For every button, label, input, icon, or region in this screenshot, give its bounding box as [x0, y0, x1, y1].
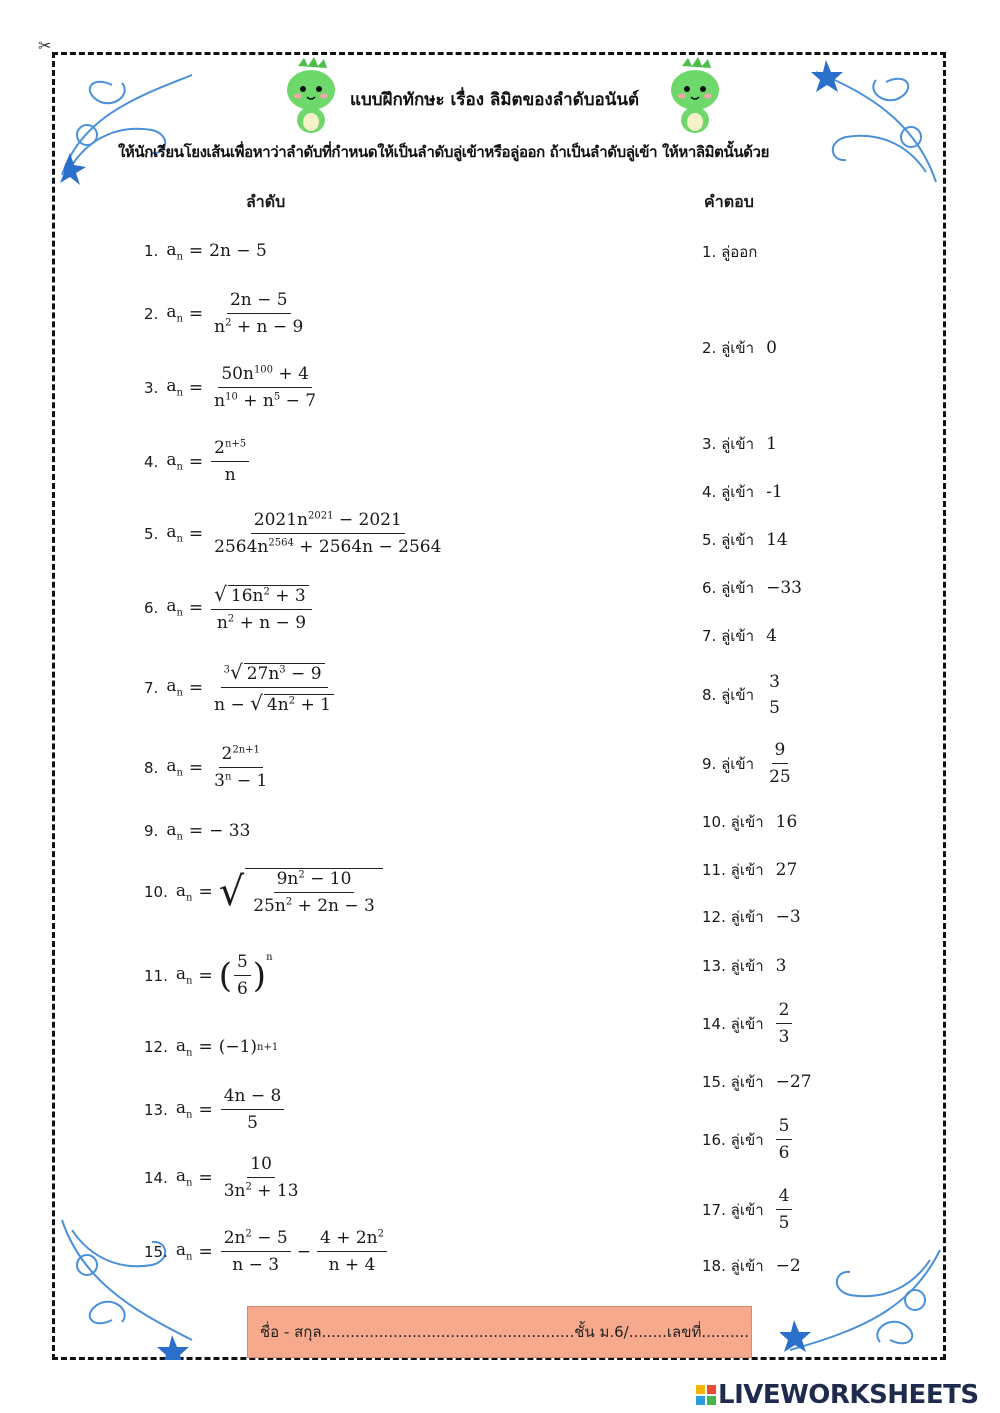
sequence-item-1[interactable]: 1. $a_n$ = 2n − 5 [144, 240, 267, 263]
answer-item-5[interactable]: 5. ลู่เข้า 14 [702, 530, 788, 550]
answer-item-16[interactable]: 16. ลู่เข้า $\frac{5}{6}$ [702, 1116, 794, 1163]
sequence-item-4[interactable]: 4. $a_n$ = $\frac{2^{n+5}}{n}$ [144, 438, 251, 485]
answer-item-14[interactable]: 14. ลู่เข้า $\frac{2}{3}$ [702, 1000, 794, 1047]
sequence-item-11[interactable]: 11. $a_n$ = ( $\frac{5}{6}$ ) $^n$ [144, 952, 273, 999]
answer-item-6[interactable]: 6. ลู่เข้า −33 [702, 578, 802, 598]
student-name-field[interactable]: ชื่อ - สกุล.....................................................ชั้น ม.6/........เลขที่.......... [247, 1306, 752, 1358]
answer-column-header: คำตอบ [704, 192, 754, 211]
sequence-item-7[interactable]: 7. $a_n$ = $\frac{^3√ 27n^3 - 9}{n - √ 4n^2 + 1}$ [144, 660, 339, 715]
top-right-swirl-ornament [796, 52, 946, 192]
answer-item-15[interactable]: 15. ลู่เข้า −27 [702, 1072, 812, 1092]
sequence-item-2[interactable]: 2. $a_n$ = $\frac{2n - 5}{n^2 + n - 9}$ [144, 290, 304, 337]
instruction-text: ให้นักเรียนโยงเส้นเพื่อหาว่าลำดับที่กำหนดให้เป็นลำดับลู่เข้าหรือลู่ออก ถ้าเป็นลำดับลู่เข้า ให้หาลิมิตนั้นด้วย [118, 143, 769, 161]
answer-item-7[interactable]: 7. ลู่เข้า 4 [702, 626, 777, 646]
sequence-item-5[interactable]: 5. $a_n$ = $\frac{2021n^{2021} - 2021}{2564n^{2564} + 2564n - 2564}$ [144, 510, 442, 557]
sequence-item-6[interactable]: 6. $a_n$ = $\frac{√ 16n^2 + 3}{n^2 + n - 9}$ [144, 582, 314, 633]
answer-item-10[interactable]: 10. ลู่เข้า 16 [702, 812, 798, 832]
scissors-icon: ✂ [38, 36, 52, 55]
bottom-right-swirl-ornament [780, 1240, 946, 1360]
dinosaur-mascot-left-icon [278, 56, 344, 136]
sequence-item-13[interactable]: 13. $a_n$ = $\frac{4n - 8}{5}$ [144, 1086, 286, 1133]
top-left-swirl-ornament [52, 55, 202, 185]
answer-item-12[interactable]: 12. ลู่เข้า −3 [702, 907, 801, 927]
liveworksheets-logo: LIVEWORKSHEETS [696, 1380, 979, 1410]
liveworksheets-logo-icon [696, 1383, 718, 1407]
answer-item-8[interactable]: 8. ลู่เข้า 3 5 [702, 672, 780, 718]
sequence-item-9[interactable]: 9. $a_n$ = − 33 [144, 820, 251, 843]
answer-item-9[interactable]: 9. ลู่เข้า $\frac{9}{25}$ [702, 740, 791, 787]
worksheet-title: แบบฝึกทักษะ เรื่อง ลิมิตของลำดับอนันต์ [350, 90, 639, 110]
sequence-item-12[interactable]: 12. $a_n$ = (−1) n+1 [144, 1036, 279, 1059]
answer-item-4[interactable]: 4. ลู่เข้า -1 [702, 482, 783, 502]
answer-item-1[interactable]: 1. ลู่ออก [702, 243, 758, 261]
sequence-item-15[interactable]: 15. $a_n$ = $\frac{2n^2 - 5}{n - 3}$ − $\frac{4 + 2n^2}{n + 4}$ [144, 1228, 389, 1275]
answer-item-17[interactable]: 17. ลู่เข้า $\frac{4}{5}$ [702, 1186, 794, 1233]
sequence-item-8[interactable]: 8. $a_n$ = $\frac{2^{2n+1}}{3^n - 1}$ [144, 744, 268, 791]
answer-item-3[interactable]: 3. ลู่เข้า 1 [702, 434, 777, 454]
dinosaur-mascot-right-icon [662, 56, 728, 136]
answer-item-18[interactable]: 18. ลู่เข้า −2 [702, 1256, 801, 1276]
sequence-item-14[interactable]: 14. $a_n$ = $\frac{10}{3n^2 + 13}$ [144, 1154, 299, 1201]
sequence-item-10[interactable]: 10. $a_n$ = √ $\frac{9n^2 - 10}{25n^2 + 2n - 3}$ [144, 868, 383, 916]
sequence-item-3[interactable]: 3. $a_n$ = $\frac{50n^{100} + 4}{n^{10} + n^5 - 7}$ [144, 364, 317, 411]
answer-item-13[interactable]: 13. ลู่เข้า 3 [702, 956, 787, 976]
answer-item-2[interactable]: 2. ลู่เข้า 0 [702, 338, 777, 358]
sequence-column-header: ลำดับ [246, 192, 286, 211]
answer-item-11[interactable]: 11. ลู่เข้า 27 [702, 860, 798, 880]
